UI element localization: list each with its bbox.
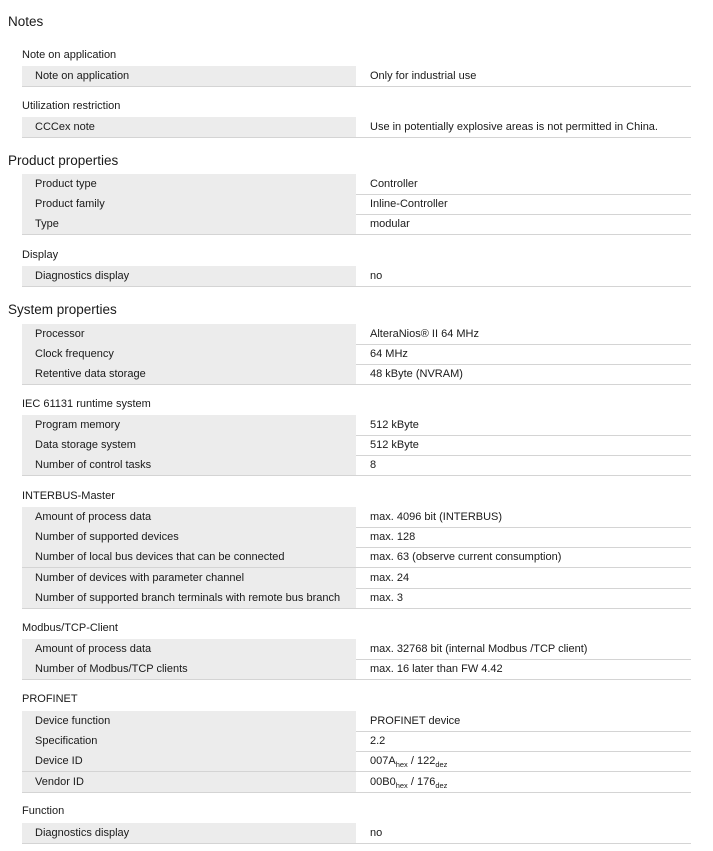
group-title: IEC 61131 runtime system xyxy=(22,398,151,410)
property-label: Number of supported branch terminals with remote bus branch xyxy=(22,588,356,608)
property-value xyxy=(370,772,691,792)
property-label: Number of devices with parameter channel xyxy=(22,568,356,588)
property-row xyxy=(22,194,691,215)
section-title: Product properties xyxy=(8,153,119,168)
property-row xyxy=(22,711,691,732)
property-row xyxy=(22,266,691,287)
property-value: max. 3 xyxy=(370,591,404,604)
property-value: max. 32768 bit (internal Modbus /TCP client) xyxy=(370,643,588,655)
property-value: AlteraNios® II 64 MHz xyxy=(370,328,479,340)
group-title: PROFINET xyxy=(22,693,78,705)
property-label: Amount of process data xyxy=(22,507,356,527)
group-title: Display xyxy=(22,249,59,261)
property-row xyxy=(22,507,691,528)
property-label: Device ID xyxy=(22,751,356,771)
property-value: Only for industrial use xyxy=(370,70,477,82)
property-row xyxy=(22,174,691,195)
value-subscript: dez xyxy=(435,780,448,790)
property-value: 2.2 xyxy=(370,735,386,748)
property-row xyxy=(22,751,691,772)
property-label: Retentive data storage xyxy=(22,364,356,384)
value-text: 00B0 xyxy=(370,775,396,788)
property-label: Type xyxy=(22,214,356,234)
section-title: Notes xyxy=(8,14,44,29)
property-label: Product family xyxy=(22,194,356,214)
property-row xyxy=(22,823,691,844)
property-value: PROFINET device xyxy=(370,715,461,727)
property-value: no xyxy=(370,270,383,282)
property-label: Number of local bus devices that can be connected xyxy=(22,547,356,567)
property-label: Product type xyxy=(22,174,356,194)
property-value: 512 kByte xyxy=(370,419,419,431)
property-value: 48 kByte (NVRAM) xyxy=(370,368,463,381)
property-value: Use in potentially explosive areas is not permitted in China. xyxy=(370,121,658,133)
property-row xyxy=(22,731,691,752)
property-value: 64 MHz xyxy=(370,348,408,361)
property-row xyxy=(22,639,691,660)
property-row xyxy=(22,364,691,385)
property-value: max. 4096 bit (INTERBUS) xyxy=(370,511,503,523)
group-title: Function xyxy=(22,805,65,817)
property-row xyxy=(22,344,691,365)
property-label: Note on application xyxy=(22,66,356,86)
property-row xyxy=(22,588,691,609)
property-label: Device function xyxy=(22,711,356,731)
property-row xyxy=(22,527,691,548)
property-row xyxy=(22,214,691,235)
property-value: 512 kByte xyxy=(370,439,419,452)
property-row xyxy=(22,324,691,345)
property-value xyxy=(370,751,691,771)
value-subscript: hex xyxy=(395,760,408,770)
section-title: System properties xyxy=(8,302,117,317)
property-value: no xyxy=(370,827,383,839)
value-subscript: hex xyxy=(395,780,408,790)
value-text: / 122 xyxy=(407,755,436,768)
property-value: max. 63 (observe current consumption) xyxy=(370,551,562,564)
property-label: Diagnostics display xyxy=(22,266,356,286)
property-value: max. 16 later than FW 4.42 xyxy=(370,663,503,676)
group-title: Note on application xyxy=(22,49,117,61)
property-value: max. 24 xyxy=(370,571,410,584)
property-label: Data storage system xyxy=(22,435,356,455)
property-row xyxy=(22,568,691,589)
property-row xyxy=(22,117,691,138)
property-value: modular xyxy=(370,218,410,231)
property-row xyxy=(22,659,691,680)
property-row xyxy=(22,66,691,87)
value-subscript: dez xyxy=(435,760,448,770)
property-label: Processor xyxy=(22,324,356,344)
property-value: 8 xyxy=(370,459,377,472)
property-label: Number of control tasks xyxy=(22,455,356,475)
property-label: Clock frequency xyxy=(22,344,356,364)
property-label: Number of supported devices xyxy=(22,527,356,547)
property-label: Specification xyxy=(22,731,356,751)
property-row xyxy=(22,455,691,476)
property-value: Inline-Controller xyxy=(370,198,448,211)
value-text: / 176 xyxy=(407,775,436,788)
property-row xyxy=(22,415,691,436)
property-value: Controller xyxy=(370,178,418,190)
property-label: Number of Modbus/TCP clients xyxy=(22,659,356,679)
property-value: max. 128 xyxy=(370,531,416,544)
group-title: Modbus/TCP-Client xyxy=(22,622,118,634)
group-title: Utilization restriction xyxy=(22,100,121,112)
property-row xyxy=(22,435,691,456)
property-label: Diagnostics display xyxy=(22,823,356,843)
property-label: Amount of process data xyxy=(22,639,356,659)
property-row xyxy=(22,772,691,793)
value-text: 007A xyxy=(370,755,396,768)
property-label: CCCex note xyxy=(22,117,356,137)
property-label: Program memory xyxy=(22,415,356,435)
property-row xyxy=(22,547,691,568)
property-label: Vendor ID xyxy=(22,772,356,792)
group-title: INTERBUS-Master xyxy=(22,490,115,502)
